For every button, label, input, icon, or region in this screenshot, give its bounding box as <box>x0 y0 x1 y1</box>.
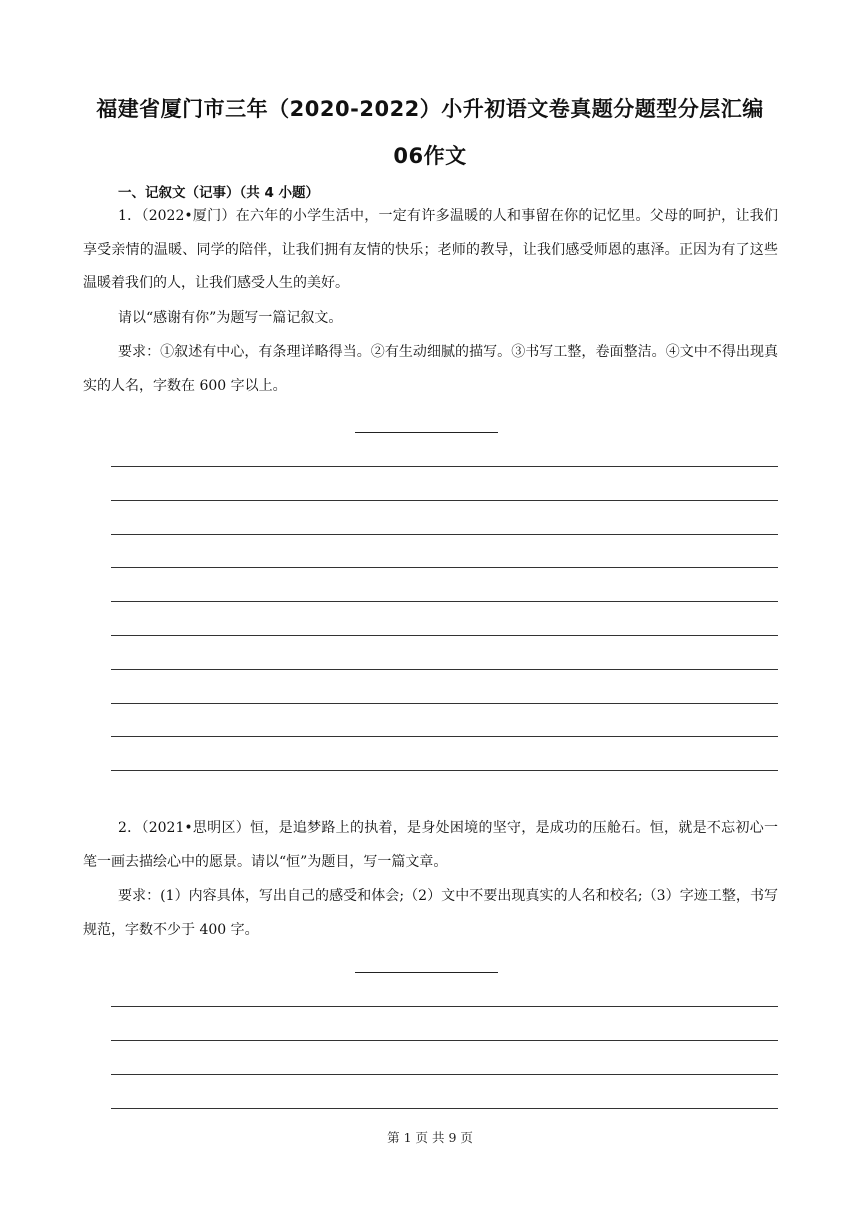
writing-line <box>111 1006 778 1007</box>
question-1-requirements: 要求：①叙述有中心，有条理详略得当。②有生动细腻的描写。③书写工整，卷面整洁。④文中不得出现真实的人名，字数在 600 字以上。 <box>83 344 778 394</box>
question-1-stem: 1．（2022•厦门）在六年的小学生活中，一定有许多温暖的人和事留在你的记忆里。父母的呵护，让我们享受亲情的温暖、同学的陪伴，让我们拥有友情的快乐；老师的教导，让我们感受师恩的惠泽。正因为有了这些温暖着我们的人，让我们感受人生的美好。 <box>83 208 778 291</box>
writing-line <box>111 635 778 636</box>
writing-line <box>111 770 778 771</box>
writing-line <box>111 500 778 501</box>
writing-line <box>111 703 778 704</box>
section-heading: 一、记叙文（记事）（共 4 小题） <box>118 185 320 201</box>
essay-title-line <box>355 432 498 433</box>
writing-line <box>111 669 778 670</box>
writing-line <box>111 567 778 568</box>
writing-line <box>111 534 778 535</box>
document-subtitle: 06作文 <box>393 144 467 168</box>
page-number: 第 1 页 共 9 页 <box>387 1130 473 1145</box>
document-title: 福建省厦门市三年（2020-2022）小升初语文卷真题分题型分层汇编 <box>96 97 764 121</box>
essay-title-line <box>355 972 498 973</box>
writing-line <box>111 466 778 467</box>
writing-line <box>111 1074 778 1075</box>
writing-line <box>111 601 778 602</box>
writing-line <box>111 1108 778 1109</box>
writing-line <box>111 1040 778 1041</box>
question-2-stem: 2．（2021•思明区）恒，是追梦路上的执着，是身处困境的坚守，是成功的压舱石。恒，就是不忘初心一笔一画去描绘心中的愿景。请以“恒”为题目，写一篇文章。 <box>83 820 778 870</box>
writing-line <box>111 736 778 737</box>
question-1-prompt: 请以“感谢有你”为题写一篇记叙文。 <box>118 310 343 326</box>
question-2-requirements: 要求：(1）内容具体，写出自己的感受和体会;（2）文中不要出现真实的人名和校名;（3）字迹工整，书写规范，字数不少于 400 字。 <box>83 888 778 938</box>
